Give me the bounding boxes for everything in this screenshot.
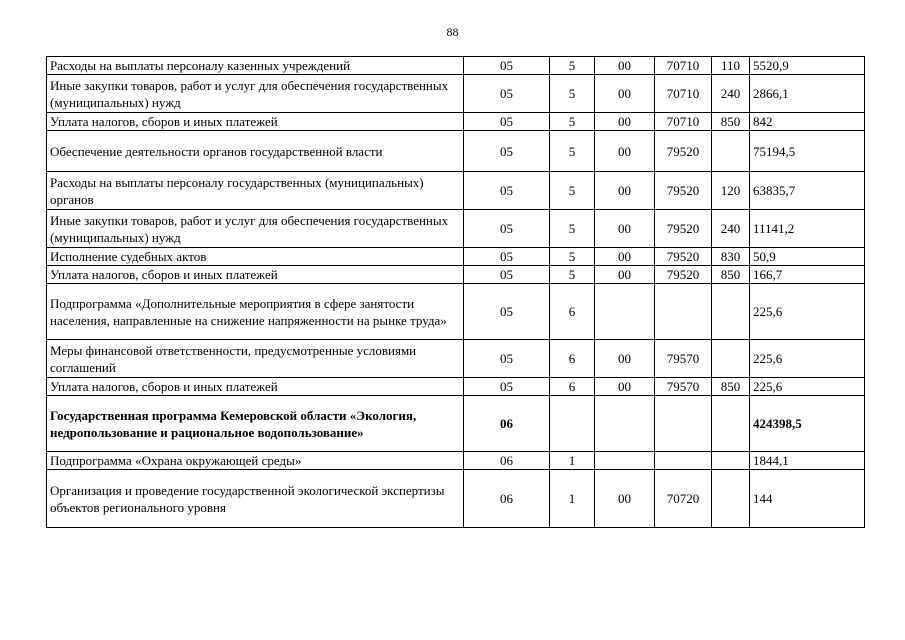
cell-subsection: 6 (550, 340, 595, 378)
cell-name: Расходы на выплаты персоналу казенных учреждений (47, 57, 464, 75)
cell-name: Уплата налогов, сборов и иных платежей (47, 266, 464, 284)
cell-program (595, 284, 655, 340)
page-number: 88 (446, 25, 459, 39)
cell-amount: 1844,1 (750, 452, 865, 470)
cell-subsection: 5 (550, 113, 595, 131)
cell-program: 00 (595, 248, 655, 266)
cell-section: 05 (464, 284, 550, 340)
cell-amount: 842 (750, 113, 865, 131)
cell-section: 05 (464, 75, 550, 113)
cell-amount: 5520,9 (750, 57, 865, 75)
cell-amount: 424398,5 (750, 396, 865, 452)
cell-section: 05 (464, 113, 550, 131)
cell-name: Исполнение судебных актов (47, 248, 464, 266)
cell-subsection (550, 396, 595, 452)
cell-program: 00 (595, 340, 655, 378)
cell-target-code (655, 396, 712, 452)
cell-target-code: 79520 (655, 210, 712, 248)
cell-name: Подпрограмма «Охрана окружающей среды» (47, 452, 464, 470)
cell-amount: 144 (750, 470, 865, 528)
cell-subsection: 6 (550, 284, 595, 340)
cell-section: 05 (464, 210, 550, 248)
cell-expense-type: 850 (712, 113, 750, 131)
cell-section: 05 (464, 172, 550, 210)
cell-subsection: 5 (550, 75, 595, 113)
cell-expense-type: 120 (712, 172, 750, 210)
cell-target-code: 70710 (655, 113, 712, 131)
cell-name: Организация и проведение государственной экологической экспертизы объектов регионального уровня (47, 470, 464, 528)
cell-amount: 63835,7 (750, 172, 865, 210)
cell-program: 00 (595, 210, 655, 248)
cell-program: 00 (595, 57, 655, 75)
cell-amount: 11141,2 (750, 210, 865, 248)
cell-name: Иные закупки товаров, работ и услуг для обеспечения государственных (муниципальных) нужд (47, 210, 464, 248)
cell-name: Обеспечение деятельности органов государственной власти (47, 131, 464, 172)
cell-section: 06 (464, 470, 550, 528)
cell-section: 06 (464, 396, 550, 452)
table-row (47, 75, 865, 113)
table-row (47, 248, 865, 266)
cell-target-code: 70720 (655, 470, 712, 528)
table-row (47, 131, 865, 172)
cell-amount: 50,9 (750, 248, 865, 266)
cell-program: 00 (595, 266, 655, 284)
cell-program: 00 (595, 378, 655, 396)
cell-name: Государственная программа Кемеровской области «Экология, недропользование и рациональное водопользование» (47, 396, 464, 452)
cell-expense-type: 830 (712, 248, 750, 266)
cell-expense-type (712, 131, 750, 172)
cell-section: 05 (464, 57, 550, 75)
cell-name: Уплата налогов, сборов и иных платежей (47, 113, 464, 131)
cell-target-code: 79520 (655, 131, 712, 172)
cell-expense-type (712, 396, 750, 452)
cell-expense-type: 240 (712, 210, 750, 248)
cell-section: 05 (464, 248, 550, 266)
cell-subsection: 5 (550, 57, 595, 75)
table-row (47, 378, 865, 396)
cell-expense-type (712, 452, 750, 470)
cell-subsection: 5 (550, 131, 595, 172)
budget-table-body (47, 57, 865, 528)
cell-amount: 225,6 (750, 284, 865, 340)
cell-amount: 2866,1 (750, 75, 865, 113)
cell-section: 05 (464, 340, 550, 378)
table-row (47, 284, 865, 340)
cell-program (595, 396, 655, 452)
cell-program: 00 (595, 172, 655, 210)
cell-program: 00 (595, 470, 655, 528)
table-row (47, 396, 865, 452)
cell-target-code (655, 284, 712, 340)
cell-section: 05 (464, 266, 550, 284)
table-row (47, 210, 865, 248)
cell-program (595, 452, 655, 470)
table-row (47, 452, 865, 470)
cell-subsection: 1 (550, 470, 595, 528)
cell-target-code: 70710 (655, 75, 712, 113)
cell-target-code: 79570 (655, 340, 712, 378)
table-row (47, 57, 865, 75)
cell-target-code (655, 452, 712, 470)
cell-amount: 166,7 (750, 266, 865, 284)
table-row (47, 172, 865, 210)
table-row (47, 340, 865, 378)
cell-name: Подпрограмма «Дополнительные мероприятия в сфере занятости населения, направленные на снижение напряженности на рынке труда» (47, 284, 464, 340)
cell-subsection: 5 (550, 210, 595, 248)
cell-name: Расходы на выплаты персоналу государственных (муниципальных) органов (47, 172, 464, 210)
cell-program: 00 (595, 131, 655, 172)
cell-expense-type: 240 (712, 75, 750, 113)
cell-target-code: 79520 (655, 172, 712, 210)
cell-amount: 225,6 (750, 340, 865, 378)
cell-target-code: 79520 (655, 266, 712, 284)
cell-subsection: 1 (550, 452, 595, 470)
cell-subsection: 6 (550, 378, 595, 396)
table-row (47, 470, 865, 528)
table-row (47, 113, 865, 131)
cell-target-code: 79570 (655, 378, 712, 396)
cell-program: 00 (595, 113, 655, 131)
cell-expense-type (712, 470, 750, 528)
cell-section: 06 (464, 452, 550, 470)
cell-expense-type: 850 (712, 266, 750, 284)
cell-program: 00 (595, 75, 655, 113)
cell-subsection: 5 (550, 172, 595, 210)
cell-expense-type: 850 (712, 378, 750, 396)
cell-section: 05 (464, 378, 550, 396)
cell-name: Уплата налогов, сборов и иных платежей (47, 378, 464, 396)
cell-name: Иные закупки товаров, работ и услуг для обеспечения государственных (муниципальных) нужд (47, 75, 464, 113)
budget-table (46, 56, 865, 528)
cell-subsection: 5 (550, 266, 595, 284)
cell-expense-type (712, 284, 750, 340)
table-row (47, 266, 865, 284)
cell-amount: 225,6 (750, 378, 865, 396)
cell-expense-type: 110 (712, 57, 750, 75)
cell-target-code: 79520 (655, 248, 712, 266)
cell-expense-type (712, 340, 750, 378)
cell-amount: 75194,5 (750, 131, 865, 172)
cell-target-code: 70710 (655, 57, 712, 75)
cell-section: 05 (464, 131, 550, 172)
cell-subsection: 5 (550, 248, 595, 266)
cell-name: Меры финансовой ответственности, предусмотренные условиями соглашений (47, 340, 464, 378)
